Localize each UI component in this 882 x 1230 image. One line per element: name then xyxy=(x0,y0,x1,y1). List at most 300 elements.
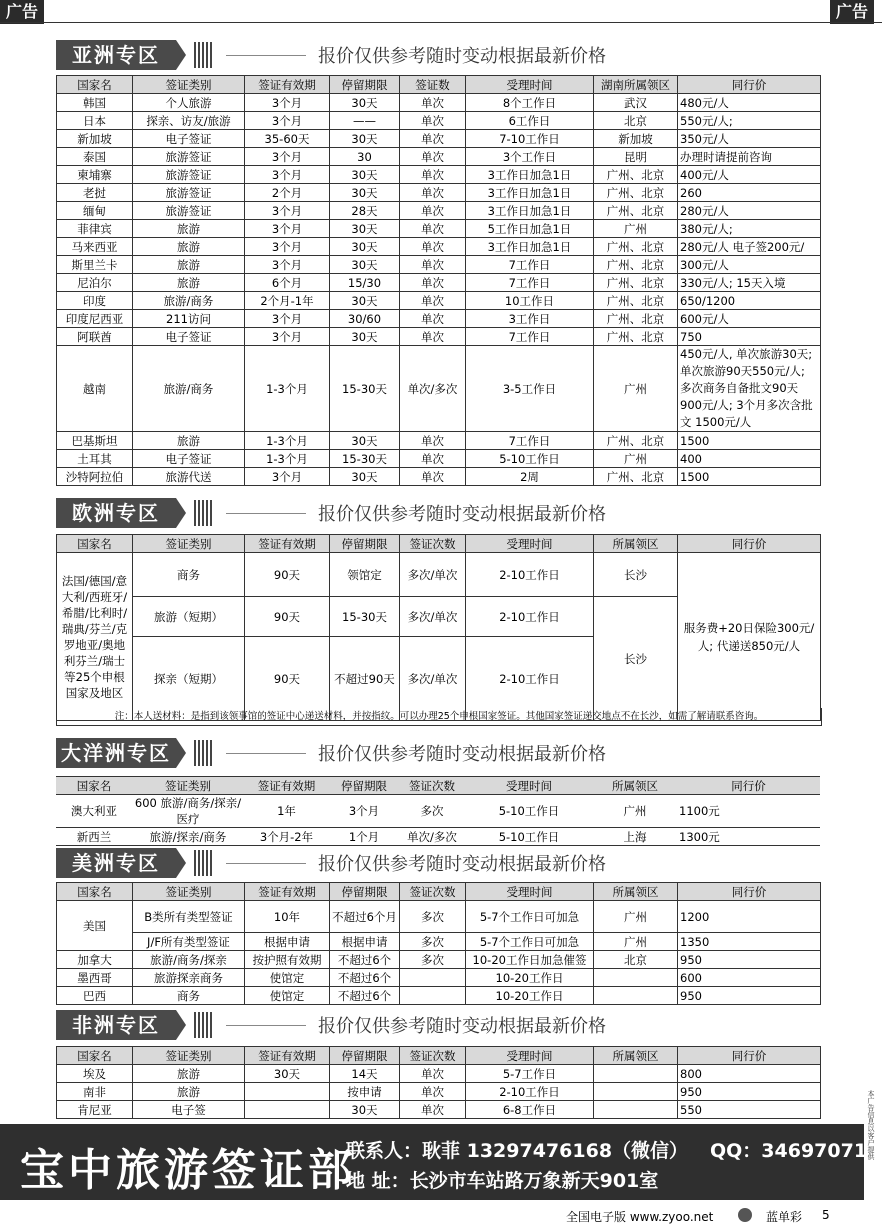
cell: 30天 xyxy=(330,130,400,148)
cell: 6-8工作日 xyxy=(466,1101,594,1119)
column-header: 受理时间 xyxy=(466,1047,594,1065)
cell: 15/30 xyxy=(330,274,400,292)
cell: 肯尼亚 xyxy=(57,1101,133,1119)
cell: 旅游签证 xyxy=(133,202,245,220)
cell: 广州、北京 xyxy=(594,238,678,256)
cell: 旅游 xyxy=(133,220,245,238)
cell: 260 xyxy=(678,184,821,202)
america-visa-table xyxy=(56,882,821,1005)
cell: 28天 xyxy=(330,202,400,220)
cell: 广州 xyxy=(594,220,678,238)
cell: 斯里兰卡 xyxy=(57,256,133,274)
cell: 多次 xyxy=(400,901,466,933)
cell: 旅游 xyxy=(133,432,245,450)
cell: 3个月 xyxy=(245,468,330,486)
cell: 单次 xyxy=(400,112,466,130)
cell: 300元/人 xyxy=(678,256,821,274)
column-header: 国家名 xyxy=(57,1047,133,1065)
cell: 30天 xyxy=(330,238,400,256)
cell xyxy=(594,1083,678,1101)
cell: 30/60 xyxy=(330,310,400,328)
cell: 单次 xyxy=(400,130,466,148)
column-header: 国家名 xyxy=(57,883,133,901)
table-row xyxy=(57,274,821,292)
cell: 211访问 xyxy=(133,310,245,328)
cell: 旅游签证 xyxy=(133,148,245,166)
price-note: 报价仅供参考随时变动根据最新价格 xyxy=(318,504,606,525)
column-header: 签证次数 xyxy=(399,777,465,795)
cell: 30 xyxy=(330,148,400,166)
page-number: 5 xyxy=(822,1208,830,1222)
cell: 3工作日加急1日 xyxy=(466,184,594,202)
cell: 1300元 xyxy=(677,828,820,846)
cell: 多次/单次 xyxy=(400,553,466,597)
america-title: 美洲专区 xyxy=(56,848,176,878)
table-row xyxy=(57,256,821,274)
stripe-decoration xyxy=(194,740,212,766)
cell: 武汉 xyxy=(594,94,678,112)
europe-footnote: 注：本人送材料：是指到该领事馆的签证中心递送材料，并按指纹。可以办理25个申根国家签证。其他国家签证递交地点不在长沙，如需了解请联系咨询。 xyxy=(56,708,822,726)
cell: 280元/人 电子签200元/ xyxy=(678,238,821,256)
cell: 多次/单次 xyxy=(400,597,466,637)
table-row xyxy=(57,468,821,486)
divider xyxy=(226,753,306,754)
table-row xyxy=(57,1101,821,1119)
cell: 旅游签证 xyxy=(133,166,245,184)
cell: 北京 xyxy=(594,951,678,969)
cell: 旅游探亲商务 xyxy=(133,969,245,987)
africa-visa-table xyxy=(56,1046,821,1119)
cell: 5-10工作日 xyxy=(465,828,593,846)
cell: 个人旅游 xyxy=(133,94,245,112)
cell: 昆明 xyxy=(594,148,678,166)
cell: 400 xyxy=(678,450,821,468)
cell xyxy=(594,1101,678,1119)
cell: 15-30天 xyxy=(330,450,400,468)
cell: 按申请 xyxy=(330,1083,400,1101)
cell: 广州、北京 xyxy=(594,310,678,328)
divider xyxy=(226,863,306,864)
cell: 电子签 xyxy=(133,1101,245,1119)
cell: 3个月 xyxy=(245,238,330,256)
column-header: 受理时间 xyxy=(466,76,594,94)
cell: 单次 xyxy=(400,202,466,220)
cell: 电子签证 xyxy=(133,328,245,346)
europe-visa-table xyxy=(56,534,821,721)
europe-countries: 法国/德国/意大利/西班牙/希腊/比利时/瑞典/芬兰/克罗地亚/奥地利芬兰/瑞士等25个申根国家及地区 xyxy=(57,553,133,721)
cell: 5-7个工作日可加急 xyxy=(466,933,594,951)
cell: 单次/多次 xyxy=(399,828,465,846)
cell: 3个月 xyxy=(245,202,330,220)
cell: 330元/人; 15天入境 xyxy=(678,274,821,292)
asia-visa-table xyxy=(56,75,821,486)
cell: 广州、北京 xyxy=(594,292,678,310)
cell: 单次 xyxy=(400,450,466,468)
cell: 3-5工作日 xyxy=(466,346,594,432)
cell: 3工作日加急1日 xyxy=(466,202,594,220)
cell: 1350 xyxy=(678,933,821,951)
cell: 5-10工作日 xyxy=(466,450,594,468)
column-header: 湖南所属领区 xyxy=(594,76,678,94)
cell: 3个月 xyxy=(245,310,330,328)
cell: 1-3个月 xyxy=(245,432,330,450)
cell xyxy=(400,969,466,987)
cell: 2-10工作日 xyxy=(466,597,594,637)
cell: 多次 xyxy=(399,795,465,828)
cell: 7工作日 xyxy=(466,256,594,274)
column-header: 停留期限 xyxy=(330,535,400,553)
africa-title: 非洲专区 xyxy=(56,1010,176,1040)
table-row xyxy=(57,184,821,202)
cell: 单次 xyxy=(400,256,466,274)
cell: 不超过6个 xyxy=(330,951,400,969)
cell: 单次 xyxy=(400,328,466,346)
oceania-visa-table xyxy=(56,776,820,846)
table-row xyxy=(57,1065,821,1083)
column-header: 签证类别 xyxy=(132,777,244,795)
cell: 15-30天 xyxy=(330,597,400,637)
table-row xyxy=(57,292,821,310)
column-header: 受理时间 xyxy=(465,777,593,795)
cell: 旅游 xyxy=(133,1083,245,1101)
cell: 90天 xyxy=(245,637,330,721)
cell: 广州、北京 xyxy=(594,468,678,486)
cell: 单次 xyxy=(400,1083,466,1101)
table-row xyxy=(56,828,820,846)
cell: 1-3个月 xyxy=(245,346,330,432)
column-header: 所属领区 xyxy=(593,777,677,795)
cell: 越南 xyxy=(57,346,133,432)
cell: 旅游/商务/探亲 xyxy=(133,951,245,969)
oceania-title: 大洋洲专区 xyxy=(56,738,176,768)
cell: 3个月 xyxy=(245,112,330,130)
cell: 广州 xyxy=(594,450,678,468)
cell: 电子签证 xyxy=(133,450,245,468)
cell: 550 xyxy=(678,1101,821,1119)
cell: 30天 xyxy=(330,432,400,450)
cell: 2个月 xyxy=(245,184,330,202)
cell: 广州、北京 xyxy=(594,166,678,184)
cell: 根据申请 xyxy=(330,933,400,951)
cell: 使馆定 xyxy=(245,987,330,1005)
cell: 不超过6个月 xyxy=(330,901,400,933)
cell: 旅游/商务 xyxy=(133,292,245,310)
cell: 2个月-1年 xyxy=(245,292,330,310)
table-row xyxy=(57,969,821,987)
cell: 3个月 xyxy=(245,328,330,346)
cell: 柬埔寨 xyxy=(57,166,133,184)
cell: 根据申请 xyxy=(245,933,330,951)
cell: 南非 xyxy=(57,1083,133,1101)
cell: 2周 xyxy=(466,468,594,486)
cell: 单次 xyxy=(400,274,466,292)
cell: 750 xyxy=(678,328,821,346)
cell: 10-20工作日加急催签 xyxy=(466,951,594,969)
cell: 350元/人 xyxy=(678,130,821,148)
table-row xyxy=(57,328,821,346)
cell: 商务 xyxy=(133,987,245,1005)
cell: 旅游签证 xyxy=(133,184,245,202)
cell: 30天 xyxy=(330,166,400,184)
cell xyxy=(245,1101,330,1119)
cell: 长沙 xyxy=(594,553,678,597)
cell: 550元/人; xyxy=(678,112,821,130)
cell: 30天 xyxy=(330,1101,400,1119)
table-row xyxy=(57,432,821,450)
table-row xyxy=(57,112,821,130)
cell: 新加坡 xyxy=(594,130,678,148)
cell: 3个月 xyxy=(245,166,330,184)
cell: 3个月 xyxy=(245,220,330,238)
column-header: 受理时间 xyxy=(466,883,594,901)
cell: 单次 xyxy=(400,1065,466,1083)
europe-price: 服务费+20日保险300元/人; 代递送850元/人 xyxy=(678,553,821,721)
table-row xyxy=(57,148,821,166)
asia-title: 亚洲专区 xyxy=(56,40,176,70)
cell: 单次 xyxy=(400,1101,466,1119)
cell: 7-10工作日 xyxy=(466,130,594,148)
table-row xyxy=(57,450,821,468)
column-header: 签证类别 xyxy=(133,883,245,901)
column-header: 签证次数 xyxy=(400,883,466,901)
address: 地 址：长沙市车站路万象新天901室 xyxy=(346,1170,659,1192)
cell: 按护照有效期 xyxy=(245,951,330,969)
cell: 单次 xyxy=(400,310,466,328)
column-header: 所属领区 xyxy=(594,535,678,553)
table-row xyxy=(57,166,821,184)
cell: 广州、北京 xyxy=(594,184,678,202)
cell: 单次 xyxy=(400,292,466,310)
cell: 5-7工作日 xyxy=(466,1065,594,1083)
cell: 缅甸 xyxy=(57,202,133,220)
cell: 10-20工作日 xyxy=(466,987,594,1005)
cell: —— xyxy=(330,112,400,130)
cell: 墨西哥 xyxy=(57,969,133,987)
cell: 沙特阿拉伯 xyxy=(57,468,133,486)
cell: 广州 xyxy=(594,901,678,933)
column-header: 国家名 xyxy=(57,76,133,94)
cell: 7工作日 xyxy=(466,274,594,292)
cell: 单次 xyxy=(400,220,466,238)
qq-number: QQ：34697071 xyxy=(710,1140,868,1162)
price-note: 报价仅供参考随时变动根据最新价格 xyxy=(318,1016,606,1037)
column-header: 签证有效期 xyxy=(245,1047,330,1065)
ad-label-right: 广告 xyxy=(830,0,874,24)
column-header: 同行价 xyxy=(677,777,820,795)
cell: J/F所有类型签证 xyxy=(133,933,245,951)
table-row xyxy=(57,310,821,328)
cell: 35-60天 xyxy=(245,130,330,148)
cell: 加拿大 xyxy=(57,951,133,969)
column-header: 签证有效期 xyxy=(245,883,330,901)
column-header: 签证数 xyxy=(400,76,466,94)
divider xyxy=(226,1025,306,1026)
europe-title: 欧洲专区 xyxy=(56,498,176,528)
cell: 巴西 xyxy=(57,987,133,1005)
cell: 7工作日 xyxy=(466,432,594,450)
cell: 泰国 xyxy=(57,148,133,166)
column-header: 签证类别 xyxy=(133,1047,245,1065)
cell: 1-3个月 xyxy=(245,450,330,468)
cell: 6工作日 xyxy=(466,112,594,130)
cell xyxy=(245,1083,330,1101)
cell: 新加坡 xyxy=(57,130,133,148)
cell: 单次 xyxy=(400,468,466,486)
stripe-decoration xyxy=(194,500,212,526)
cell: 北京 xyxy=(594,112,678,130)
stripe-decoration xyxy=(194,1012,212,1038)
cell: 450元/人, 单次旅游30天; 单次旅游90天550元/人; 多次商务自备批文90天 900元/人; 3个月多次含批文 1500元/人 xyxy=(678,346,821,432)
cell: 印度 xyxy=(57,292,133,310)
cell xyxy=(594,1065,678,1083)
cell: 广州、北京 xyxy=(594,274,678,292)
column-header: 签证类别 xyxy=(133,535,245,553)
cell: 30天 xyxy=(245,1065,330,1083)
cell: 不超过6个 xyxy=(330,969,400,987)
site-url[interactable]: 全国电子版 www.zyoo.net xyxy=(566,1210,714,1224)
table-row xyxy=(57,94,821,112)
cell: 3个月 xyxy=(245,148,330,166)
cell: 950 xyxy=(678,987,821,1005)
cell: 广州 xyxy=(594,346,678,432)
cell: 广州、北京 xyxy=(594,256,678,274)
cell: 探亲（短期） xyxy=(133,637,245,721)
table-row xyxy=(56,795,820,828)
cell: 探亲、访友/旅游 xyxy=(133,112,245,130)
cell xyxy=(400,987,466,1005)
table-row xyxy=(57,238,821,256)
cell: 30天 xyxy=(330,292,400,310)
cell: 广州、北京 xyxy=(594,432,678,450)
cell: 旅游 xyxy=(133,1065,245,1083)
cell: 土耳其 xyxy=(57,450,133,468)
cell: 2-10工作日 xyxy=(466,637,594,721)
cell: 90天 xyxy=(245,553,330,597)
column-header: 停留期限 xyxy=(330,76,400,94)
cell: 单次/多次 xyxy=(400,346,466,432)
cell: 30天 xyxy=(330,328,400,346)
cell: 5-7个工作日可加急 xyxy=(466,901,594,933)
column-header: 签证有效期 xyxy=(244,777,329,795)
cell xyxy=(594,987,678,1005)
cell: 2-10工作日 xyxy=(466,553,594,597)
cell: B类所有类型签证 xyxy=(133,901,245,933)
column-header: 签证类别 xyxy=(133,76,245,94)
usa-name: 美国 xyxy=(57,901,133,951)
column-header: 停留期限 xyxy=(330,1047,400,1065)
cell: 5-10工作日 xyxy=(465,795,593,828)
stripe-decoration xyxy=(194,850,212,876)
cell: 14天 xyxy=(330,1065,400,1083)
cell: 1500 xyxy=(678,432,821,450)
column-header: 签证次数 xyxy=(400,535,466,553)
cell: 长沙 xyxy=(594,597,678,721)
cell: 280元/人 xyxy=(678,202,821,220)
cell: 商务 xyxy=(133,553,245,597)
contact-person: 联系人：耿菲 13297476168（微信） xyxy=(346,1140,689,1162)
column-header: 国家名 xyxy=(57,535,133,553)
table-row xyxy=(57,346,821,432)
divider xyxy=(226,55,306,56)
table-row xyxy=(57,1083,821,1101)
cell: 600 xyxy=(678,969,821,987)
table-row xyxy=(57,951,821,969)
table-row xyxy=(57,202,821,220)
cell: 广州 xyxy=(593,795,677,828)
cell: 新西兰 xyxy=(56,828,132,846)
cell: 650/1200 xyxy=(678,292,821,310)
cell: 单次 xyxy=(400,94,466,112)
cell: 3个月 xyxy=(245,256,330,274)
top-divider xyxy=(0,22,882,23)
cell: 单次 xyxy=(400,238,466,256)
column-header: 停留期限 xyxy=(330,883,400,901)
cell: 印度尼西亚 xyxy=(57,310,133,328)
column-header: 同行价 xyxy=(678,1047,821,1065)
cell: 3个月 xyxy=(245,94,330,112)
cell: 单次 xyxy=(400,148,466,166)
cell: 旅游 xyxy=(133,238,245,256)
cell: 旅游 xyxy=(133,274,245,292)
cell: 600 旅游/商务/探亲/医疗 xyxy=(132,795,244,828)
cell: 1500 xyxy=(678,468,821,486)
cell: 30天 xyxy=(330,184,400,202)
cell: 阿联酋 xyxy=(57,328,133,346)
cell: 30天 xyxy=(330,256,400,274)
cell: 旅游/探亲/商务 xyxy=(132,828,244,846)
cell: 单次 xyxy=(400,166,466,184)
cell: 3个工作日 xyxy=(466,148,594,166)
cell: 日本 xyxy=(57,112,133,130)
cell xyxy=(594,969,678,987)
table-row xyxy=(57,130,821,148)
cell: 950 xyxy=(678,951,821,969)
cell: 30天 xyxy=(330,94,400,112)
column-header: 受理时间 xyxy=(466,535,594,553)
cell: 单次 xyxy=(400,184,466,202)
column-header: 所属领区 xyxy=(594,883,678,901)
cell: 电子签证 xyxy=(133,130,245,148)
price-note: 报价仅供参考随时变动根据最新价格 xyxy=(318,46,606,67)
cell: 马来西亚 xyxy=(57,238,133,256)
cell: 3个月-2年 xyxy=(244,828,329,846)
cell: 巴基斯坦 xyxy=(57,432,133,450)
cell: 5工作日加急1日 xyxy=(466,220,594,238)
cell: 多次 xyxy=(400,951,466,969)
brand-logo-icon xyxy=(738,1208,752,1222)
cell: 3工作日加急1日 xyxy=(466,166,594,184)
side-disclaimer: 本广告信息以客户提供 xyxy=(867,1090,875,1160)
price-note: 报价仅供参考随时变动根据最新价格 xyxy=(318,744,606,765)
cell: 不超过6个 xyxy=(330,987,400,1005)
cell: 广州 xyxy=(594,933,678,951)
cell: 办理时请提前咨询 xyxy=(678,148,821,166)
cell: 2-10工作日 xyxy=(466,1083,594,1101)
price-note: 报价仅供参考随时变动根据最新价格 xyxy=(318,854,606,875)
cell: 1100元 xyxy=(677,795,820,828)
cell: 旅游（短期） xyxy=(133,597,245,637)
cell: 上海 xyxy=(593,828,677,846)
divider xyxy=(226,513,306,514)
cell: 旅游代送 xyxy=(133,468,245,486)
cell: 1200 xyxy=(678,901,821,933)
column-header: 国家名 xyxy=(56,777,132,795)
brand-name: 蓝单彩 xyxy=(766,1210,803,1224)
cell: 10-20工作日 xyxy=(466,969,594,987)
cell: 广州、北京 xyxy=(594,328,678,346)
column-header: 签证有效期 xyxy=(245,76,330,94)
cell: 单次 xyxy=(400,432,466,450)
